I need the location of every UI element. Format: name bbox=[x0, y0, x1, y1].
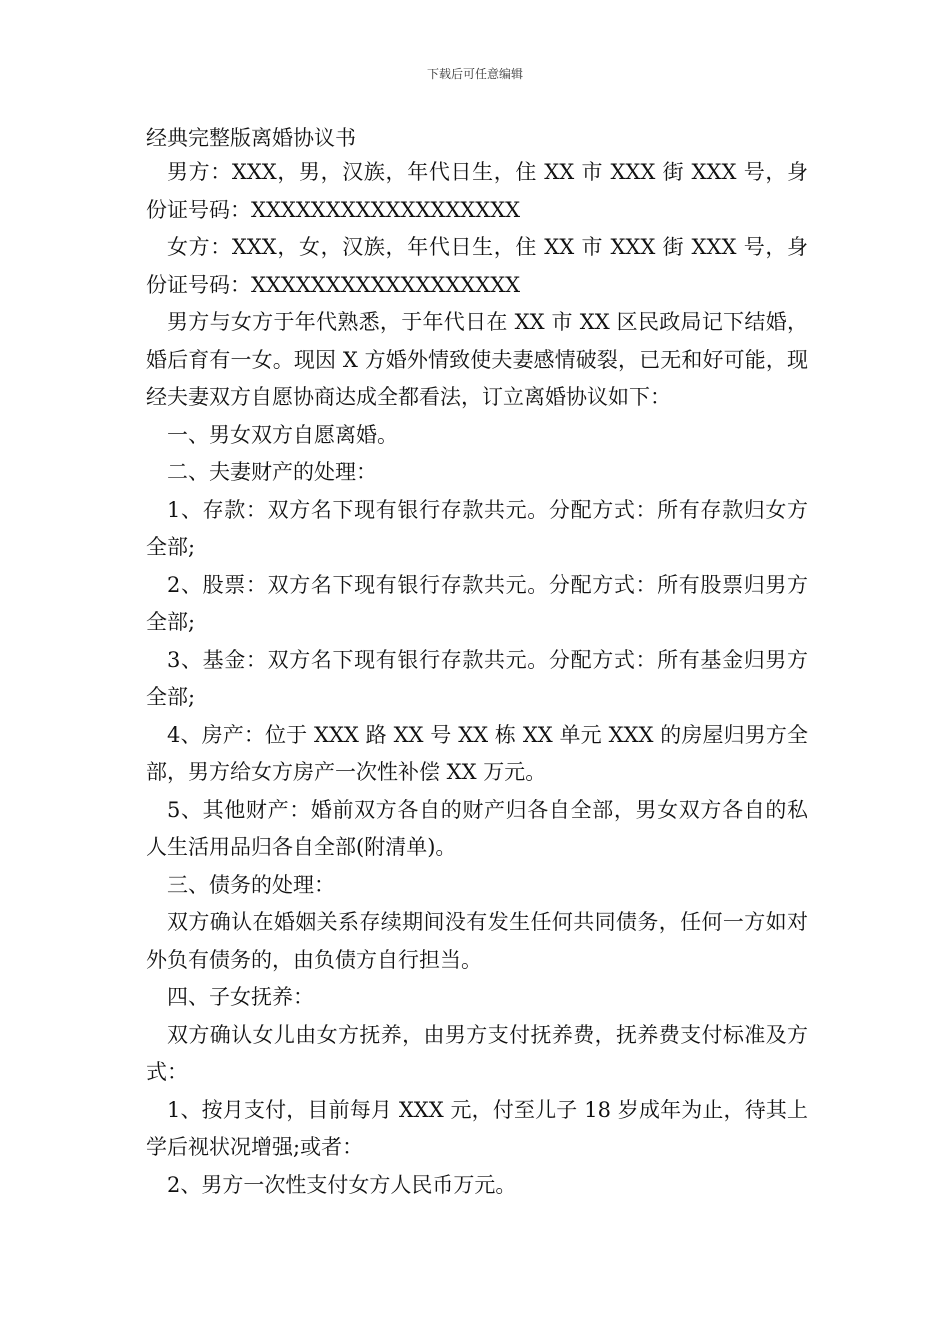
paragraph-debt: 双方确认在婚姻关系存续期间没有发生任何共同债务，任何一方如对外负有债务的，由负债方自行担当。 bbox=[146, 910, 808, 972]
document-body bbox=[146, 154, 808, 1204]
property-item-other: 5、其他财产：婚前双方各自的财产归各自全部，男女双方各自的私人生活用品归各自全部(附清单)。 bbox=[146, 797, 808, 859]
paragraph-background: 男方与女方于年代熟悉，于年代日在 XX 市 XX 区民政局记下结婚，婚后育有一女。现因 X 方婚外情致使夫妻感情破裂，已无和好可能，现经夫妻双方自愿协商达成全都看法，订立离婚协议如下： bbox=[146, 310, 808, 409]
child-support-item-lump-sum: 2、男方一次性支付女方人民币万元。 bbox=[167, 1172, 517, 1197]
paragraph-child-custody: 双方确认女儿由女方抚养，由男方支付抚养费，抚养费支付标准及方式： bbox=[146, 1022, 808, 1084]
property-item-deposit: 1、存款：双方名下现有银行存款共元。分配方式：所有存款归女方全部; bbox=[146, 497, 808, 559]
property-item-funds: 3、基金：双方名下现有银行存款共元。分配方式：所有基金归男方全部; bbox=[146, 647, 808, 709]
paragraph-male-party: 男方：XXX，男，汉族，年代日生，住 XX 市 XXX 街 XXX 号，身份证号码：XXXXXXXXXXXXXXXXXX bbox=[146, 160, 808, 222]
section-heading-property: 二、夫妻财产的处理： bbox=[167, 460, 377, 484]
document-title: 经典完整版离婚协议书 bbox=[146, 126, 356, 150]
property-item-stocks: 2、股票：双方名下现有银行存款共元。分配方式：所有股票归男方全部; bbox=[146, 572, 808, 634]
property-item-house: 4、房产：位于 XXX 路 XX 号 XX 栋 XX 单元 XXX 的房屋归男方全部，男方给女方房产一次性补偿 XX 万元。 bbox=[146, 722, 808, 784]
section-heading-child: 四、子女抚养： bbox=[167, 985, 314, 1009]
section-heading-debt: 三、债务的处理： bbox=[167, 872, 335, 897]
paragraph-female-party: 女方：XXX，女，汉族，年代日生，住 XX 市 XXX 街 XXX 号，身份证号码：XXXXXXXXXXXXXXXXXX bbox=[146, 235, 808, 297]
header-note: 下载后可任意编辑 bbox=[426, 67, 523, 81]
section-heading-divorce: 一、男女双方自愿离婚。 bbox=[167, 422, 398, 447]
child-support-item-monthly: 1、按月支付，目前每月 XXX 元，付至儿子 18 岁成年为止，待其上学后视状况增强;或者： bbox=[146, 1097, 808, 1159]
